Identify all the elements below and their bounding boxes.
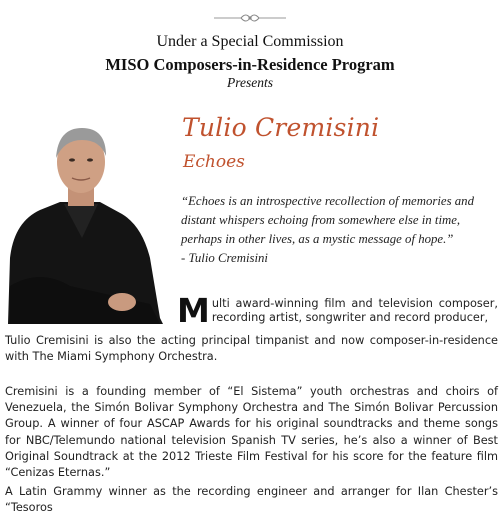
quote-attribution: - Tulio Cremisini	[181, 251, 268, 265]
bio-paragraph-3	[5, 484, 498, 516]
program-title: MISO Composers-in-Residence Program	[105, 55, 395, 74]
bio-paragraph-2-text: Cremisini is a founding member of “El Sistema” youth orchestras and choirs of Venezuela, the Simón Bolivar Symphony Orchestra and The Simón Bolivar Percussion Group. A winner of four ASCAP Awards for his original soundtracks and theme songs for NBC/Telemundo national television Spanish TV series, he’s also a winner of Best Original Soundtrack at the 2012 Trieste Film Festival for his score for the feature film “Cenizas Eternas.”	[5, 385, 498, 480]
bio-intro	[171, 291, 498, 330]
quote-text: “Echoes is an introspective recollection of memories and distant whispers echoing from somewhere else in time, perhaps in other lives, as a mystic message of hope.”	[181, 194, 474, 246]
drop-cap: M	[177, 291, 210, 330]
presents-line: Presents	[227, 75, 273, 90]
ornament-divider-icon	[214, 11, 286, 25]
bio-paragraph-1-text: Tulio Cremisini is also the acting principal timpanist and now composer-in-residence with The Miami Symphony Orchestra.	[5, 334, 498, 364]
commission-line: Under a Special Commission	[156, 33, 344, 50]
bio-paragraph-1	[5, 333, 498, 365]
quote-block	[181, 192, 499, 268]
bio-paragraph-3-text: A Latin Grammy winner as the recording engineer and arranger for Ilan Chester’s “Tesoros	[5, 485, 498, 515]
bio-intro-text: ulti award-winning film and television composer, recording artist, songwriter and record producer,	[211, 297, 498, 324]
composer-photo	[0, 118, 163, 324]
composer-name: Tulio Cremisini	[182, 113, 380, 142]
bio-paragraph-2	[5, 384, 498, 481]
piece-title: Echoes	[183, 152, 245, 172]
